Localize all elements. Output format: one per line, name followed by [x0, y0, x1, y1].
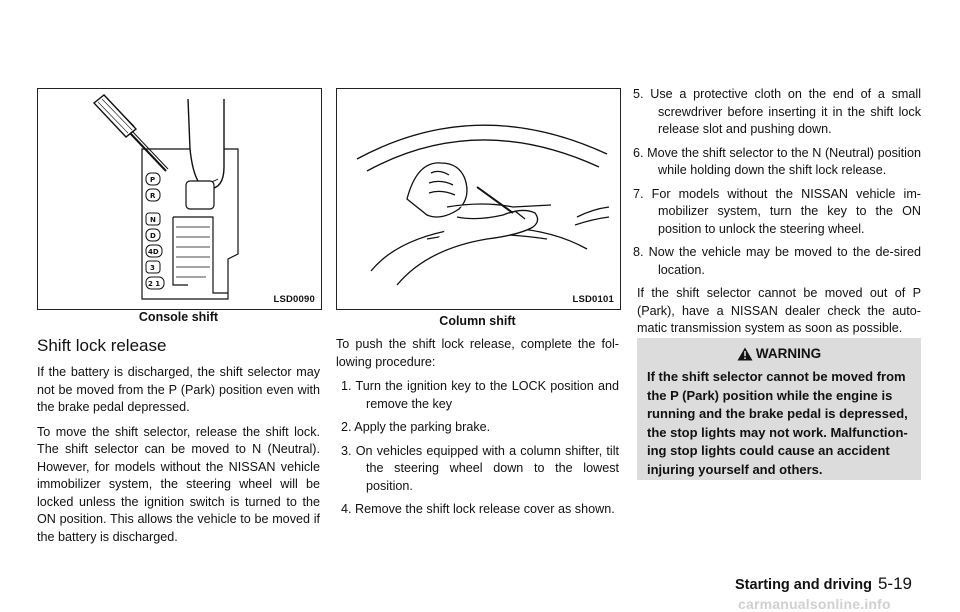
column-shift-illustration — [337, 89, 620, 309]
svg-text:D: D — [150, 232, 156, 240]
figure-code: LSD0090 — [273, 294, 315, 305]
paragraph: To move the shift selector, release the shift lock. The shift selector can be moved to N (Neutral). However, for models without the NISSAN vehicle immobilizer system, the steering wheel will be locked unless the ignition switch is turned to the ON position. This allows the vehicle to be moved if the battery is discharged. — [37, 424, 320, 544]
figure-code: LSD0101 — [572, 294, 614, 305]
warning-triangle-icon — [737, 347, 753, 361]
gate-labels — [146, 173, 164, 289]
watermark: carmanualsonline.info — [738, 596, 891, 612]
paragraph: If the battery is discharged, the shift selector may not be moved from the P (Park) position even with the brake pedal depressed. — [37, 365, 320, 414]
paragraph: To push the shift lock release, complete the fol-lowing procedure: — [336, 337, 619, 369]
svg-text:2 1: 2 1 — [148, 280, 161, 288]
footer-section: Starting and driving — [735, 577, 872, 593]
list-item: 5. Use a protective cloth on the end of a small screwdriver before inserting it in the shift lock release slot and pushing down. — [633, 87, 921, 136]
thumb-icon — [188, 99, 224, 189]
svg-text:3: 3 — [150, 264, 155, 272]
middle-column — [328, 336, 619, 525]
figure-caption: Console shift — [138, 310, 219, 324]
list-item: 3. On vehicles equipped with a column shifter, tilt the steering wheel down to the lowest position. — [341, 443, 619, 493]
list-item: 1. Turn the ignition key to the LOCK position and remove the key — [341, 379, 619, 411]
warning-title-text: WARNING — [755, 346, 822, 361]
list-item: 7. For models without the NISSAN vehicle im-mobilizer system, turn the key to the ON position to unlock the steering wheel. — [633, 186, 921, 236]
warning-box — [637, 338, 921, 480]
figure-column-shift — [336, 88, 621, 310]
page-footer — [735, 574, 912, 594]
right-column — [620, 86, 921, 345]
list-item: 2. Apply the parking brake. — [341, 420, 491, 434]
svg-text:P: P — [150, 176, 156, 184]
paragraph: If the shift selector cannot be moved out of P (Park), have a NISSAN dealer check the auto-matic transmission system as soon as possible. — [637, 286, 921, 335]
procedure-steps — [328, 378, 619, 519]
procedure-steps — [620, 86, 921, 279]
warning-text: If the shift selector cannot be moved from the P (Park) position while the engine is running and the brake pedal is depressed, the stop lights may not work. Malfunction-ing stop lights could cause an accident injuring yourself and others. — [647, 369, 908, 477]
shift-slot — [173, 181, 228, 293]
left-column — [37, 364, 320, 553]
figure-caption: Column shift — [439, 314, 516, 328]
svg-text:R: R — [150, 192, 156, 200]
hands-icon — [397, 163, 551, 285]
section-heading: Shift lock release — [37, 336, 167, 355]
svg-text:N: N — [150, 216, 156, 224]
figure-console-shift — [37, 88, 322, 310]
svg-text:4D: 4D — [148, 248, 159, 256]
screwdriver-icon — [94, 95, 168, 171]
steering-column — [357, 125, 609, 271]
list-item: 4. Remove the shift lock release cover as shown. — [341, 502, 615, 516]
list-item: 8. Now the vehicle may be moved to the de-sired location. — [633, 245, 921, 277]
page-number: 5-19 — [877, 574, 912, 593]
console-shift-illustration — [38, 89, 321, 309]
warning-title — [637, 346, 921, 361]
list-item: 6. Move the shift selector to the N (Neutral) position while holding down the shift lock release. — [633, 145, 921, 177]
